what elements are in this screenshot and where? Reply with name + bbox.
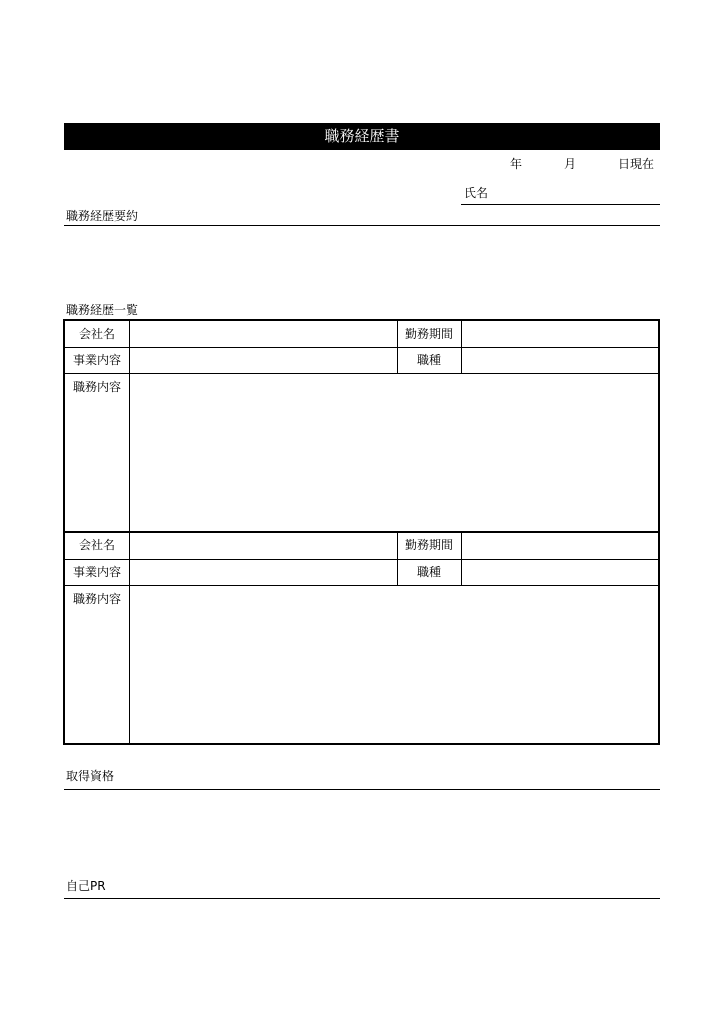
- job-type-label: 職種: [416, 565, 441, 579]
- qualifications-underline: [64, 789, 660, 790]
- date-day-label: 日現在: [618, 157, 655, 171]
- self-pr-label: 自己PR: [66, 879, 106, 893]
- duties-value-field[interactable]: [133, 591, 653, 739]
- history-label: 職務経歴一覧: [66, 303, 139, 317]
- table-row-divider: [65, 347, 658, 348]
- duties-label: 職務内容: [72, 380, 121, 394]
- summary-underline: [64, 225, 660, 226]
- business-label: 事業内容: [72, 353, 121, 367]
- entry-divider: [65, 531, 658, 533]
- business-label: 事業内容: [72, 565, 121, 579]
- table-row-divider: [65, 585, 658, 586]
- date-month-label: 月: [564, 157, 577, 171]
- table-row-divider: [65, 559, 658, 560]
- period-label: 勤務期間: [404, 538, 453, 552]
- self-pr-underline: [64, 898, 660, 899]
- company-label: 会社名: [78, 538, 115, 552]
- name-underline[interactable]: [461, 204, 660, 205]
- table-row-divider: [65, 373, 658, 374]
- career-history-table: [63, 319, 660, 745]
- qualifications-label: 取得資格: [66, 769, 115, 783]
- duties-label: 職務内容: [72, 592, 121, 606]
- company-label: 会社名: [78, 327, 115, 341]
- period-label: 勤務期間: [404, 327, 453, 341]
- job-type-label: 職種: [416, 353, 441, 367]
- name-label: 氏名: [464, 186, 489, 200]
- date-year-label: 年: [510, 157, 523, 171]
- duties-value-field[interactable]: [133, 379, 653, 527]
- summary-label: 職務経歴要約: [66, 209, 139, 223]
- document-title: 職務経歴書: [64, 123, 660, 150]
